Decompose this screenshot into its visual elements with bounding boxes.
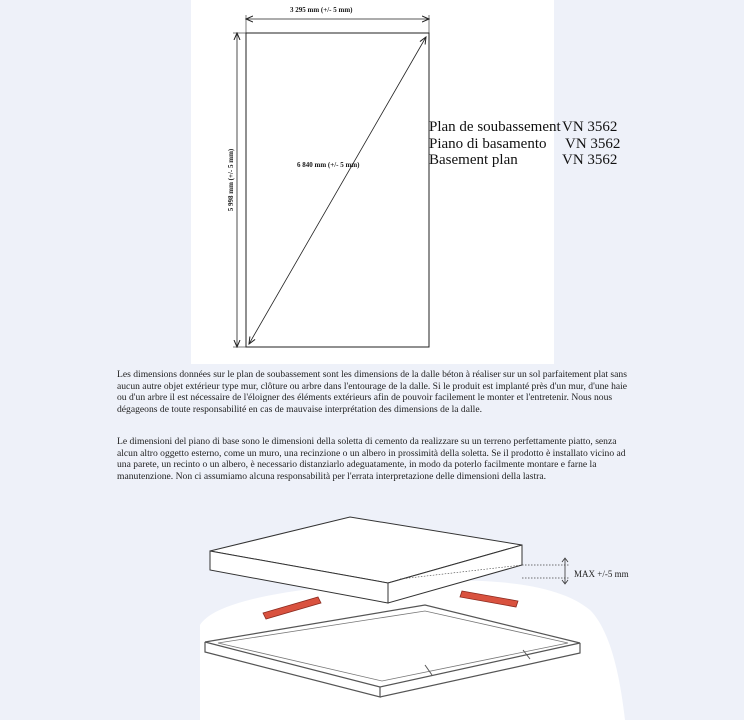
height-dimension-label: 5 998 mm (+/- 5 mm)	[227, 148, 235, 212]
title-name: Plan de soubassement	[429, 119, 561, 135]
max-tolerance-label: MAX +/-5 mm	[574, 569, 629, 579]
diagonal-dimension-label: 6 840 mm (+/- 5 mm)	[297, 161, 360, 169]
title-name: Piano di basamento	[429, 135, 547, 152]
slab-level-illustration	[0, 515, 744, 720]
ground-area	[200, 580, 625, 720]
paragraph-french: Les dimensions données sur le plan de soubassement sont les dimensions de la dalle béton à réaliser sur un sol parfaitement plat sans aucun autre objet extérieur type mur, clôture ou arbre dans l'entourage de la dalle. Si le produit est implanté près d'un mur, d'une haie ou d'un arbre il est nécessaire de l'éloigner des éléments extérieurs afin de pouvoir facilement le monter et l'entretenir. Nous nous dégageons de toute responsabilité en cas de mauvaise interprétation des dimensions de la dalle.	[117, 369, 628, 415]
title-name: Basement plan	[429, 152, 518, 168]
diagonal-dimension-line	[249, 37, 426, 344]
width-dimension-label: 3 295 mm (+/- 5 mm)	[290, 6, 353, 14]
title-code: VN 3562	[562, 152, 618, 168]
title-row-it	[429, 136, 620, 153]
title-code: VN 3562	[562, 119, 618, 135]
paragraph-italian: Le dimensioni del piano di base sono le dimensioni della soletta di cemento da realizzare su un terreno perfettamente piatto, senza alcun altro oggetto esterno, come un muro, una recinzione o un albero in prossimità della soletta. Se il prodotto è installato vicino ad una parete, un recinto o un albero, è necessario distanziarlo adeguatamente, in modo da poterlo facilmente montare e farne la manutenzione. Non ci assumiamo alcuna responsabilità per l'errata interpretazione delle dimensioni della lastra.	[117, 436, 626, 482]
title-code: VN 3562	[565, 135, 621, 152]
plan-titles	[429, 119, 620, 169]
title-row-en	[429, 152, 620, 169]
title-row-fr	[429, 119, 620, 136]
